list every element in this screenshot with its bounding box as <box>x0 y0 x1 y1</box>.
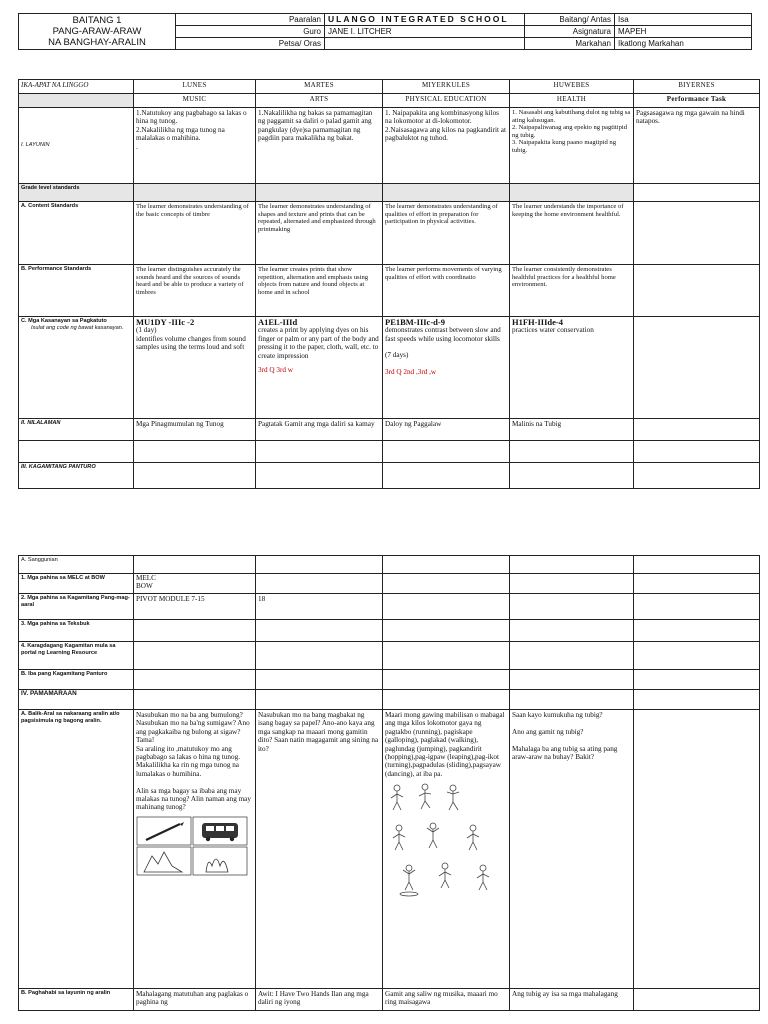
title-line-2: PANG-ARAW-ARAW <box>52 26 142 37</box>
day-biyernes: BIYERNES <box>634 80 760 94</box>
sanggunian-label: A. Sanggunian <box>19 556 134 574</box>
gabay-martes: 18 <box>256 594 383 620</box>
grade-level-label: Grade level standards <box>19 184 134 202</box>
paghahabi-label: B. Paghahabi sa layunin ng aralin <box>19 989 134 1011</box>
kasanayan-lunes-code: MU1DY -IIIc -2 <box>136 317 195 327</box>
performance-std-martes: The learner creates prints that show repetition, alternation and emphasis using objects from nature and found objects at home and in school <box>256 265 383 317</box>
balik-aral-miyerkules <box>383 710 510 989</box>
kasanayan-label: C. Mga Kasanayan sa Pagkatuto <box>21 318 107 324</box>
balik-aral-lunes <box>134 710 256 989</box>
kasanayan-note: Isulat ang code ng bawat kasanayan. <box>31 324 124 331</box>
content-std-miyerkules: The learner demonstrates understanding of qualities of effort in preparation for participation in physical activities. <box>383 202 510 265</box>
kasanayan-miyerkules <box>383 317 510 419</box>
guro-value: JANE I. LITCHER <box>325 26 525 38</box>
subject-lunes: MUSIC <box>134 94 256 108</box>
asignatura-value: MAPEH <box>615 26 752 38</box>
nilalaman-label: II. NILALAMAN <box>19 419 134 441</box>
layunin-martes: 1.Nakalilikha ng bakas sa pamamagitan ng paggamit sa daliri o palad gamit ang pangkulay (dye)sa pamamagitan ng pagdiin para makalikha ng bakat. <box>256 108 383 184</box>
kasanayan-martes-text: creates a print by applying dyes on his finger or palm or any part of the body and pressing it to the paper, cloth, wall, etc. to create impression <box>258 326 379 360</box>
markahan-label: Markahan <box>525 38 615 50</box>
kasanayan-huwebes <box>510 317 634 419</box>
balik-aral-martes: Nasubukan mo na bang magbakat ng isang bagay sa papel? Ano-ano kaya ang mga sangkap na maaari mong gamitin dito? Saan natin magagamit ang sining na ito? <box>256 710 383 989</box>
paaralan-value: ULANGO INTEGRATED SCHOOL <box>325 14 525 26</box>
content-std-huwebes: The learner understands the importance of keeping the home environment healthful. <box>510 202 634 265</box>
kagamitan-label: III. KAGAMITANG PANTURO <box>19 463 134 489</box>
content-std-label: A. Content Standards <box>19 202 134 265</box>
balik-aral-label: A. Balik-Aral sa nakaraang aralin at/o pagsisimula ng bagong aralin. <box>19 710 134 989</box>
paghahabi-miyerkules: Gamit ang saliw ng musika, maaari mo ring maisagawa <box>383 989 510 1011</box>
plan-title <box>19 14 176 50</box>
paghahabi-lunes: Mahalagang matutuhan ang paglakas o paghina ng <box>134 989 256 1011</box>
header-table <box>18 13 752 50</box>
nilalaman-lunes: Mga Pinagmumulan ng Tunog <box>134 419 256 441</box>
nilalaman-martes: Pagtatak Gamit ang mga daliri sa kamay <box>256 419 383 441</box>
kasanayan-martes-code: A1EL-IIId <box>258 317 298 327</box>
petsa-value <box>325 38 525 50</box>
kasanayan-martes <box>256 317 383 419</box>
melc-label: 1. Mga pahina sa MELC at BOW <box>19 574 134 594</box>
pamamaraan-label: IV. PAMAMARAAN <box>19 690 134 710</box>
day-miyerkules: MIYERKULES <box>383 80 510 94</box>
kasanayan-huwebes-code: H1FH-IIIde-4 <box>512 317 563 327</box>
day-lunes: LUNES <box>134 80 256 94</box>
subject-biyernes: Performance Task <box>634 94 760 108</box>
performance-std-label: B. Performance Standards <box>19 265 134 317</box>
layunin-miyerkules: 1. Naipapakita ang kombinasyong kilos na lokomotor at di-lokomotor. 2.Naisasagawa ang kilos na pagkandirit at pagbaluktot ng tuhod. <box>383 108 510 184</box>
kasanayan-miyerkules-quarter: 3rd Q 2nd ,3rd ,w <box>385 367 437 376</box>
kasanayan-lunes-text: identifies volume changes from sound samples using the terms loud and soft <box>136 334 246 352</box>
layunin-biyernes: Pagsasagawa ng mga gawain na hindi natapos. <box>634 108 760 184</box>
kasanayan-martes-quarter: 3rd Q 3rd w <box>258 366 293 375</box>
plan-table-resources <box>18 555 760 1011</box>
iba-pang-kagamitan-label: B. Iba pang Kagamitang Panturo <box>19 670 134 690</box>
kasanayan-miyerkules-days: (7 days) <box>385 351 409 360</box>
paghahabi-huwebes: Ang tubig ay isa sa mga mahalagang <box>510 989 634 1011</box>
title-line-3: NA BANGHAY-ARALIN <box>48 37 146 48</box>
kasanayan-label-cell <box>19 317 134 419</box>
kasanayan-lunes <box>134 317 256 419</box>
baitang-label: Baitang/ Antas <box>525 14 615 26</box>
paaralan-label: Paaralan <box>272 14 325 26</box>
gabay-lunes: PIVOT MODULE 7-15 <box>134 594 256 620</box>
balik-aral-miyerkules-text: Maari mong gawing mabilisan o mabagal ang mga kilos lokomotor gaya ng pagtakbo (running), pagiskape (galloping), paglakad (walking), paglundag (jumping), pagkandirit (hopping),pag-igpaw (leaping),pag-ikot (turning),pagpadulas (sliding),pagsayaw (dancing), at iba pa. <box>385 711 505 778</box>
balik-aral-huwebes: Saan kayo kumukuha ng tubig? Ano ang gamit ng tubig? Mahalaga ba ang tubig sa ating pang araw-araw na buhay? Bakit? <box>510 710 634 989</box>
asignatura-label: Asignatura <box>525 26 615 38</box>
gabay-label: 2. Mga pahina sa Kagamitang Pang-mag-aaral <box>19 594 134 620</box>
layunin-label: I. LAYUNIN <box>19 108 134 184</box>
sound-sources-illustration <box>136 816 248 876</box>
layunin-huwebes: 1. Nasasabi ang kabutihang dulot ng tubig sa ating kalusugan. 2. Naipapaliwanag ang epekto ng pagtitipid ng tubig. 3. Naipapakita kung paano magtipid ng tubig. <box>510 108 634 184</box>
kasanayan-miyerkules-code: PE1BM-IIIc-d-9 <box>385 317 445 327</box>
performance-std-lunes: The learner distinguishes accurately the sounds heard and the sources of sounds heard and be able to produce a variety of timbres <box>134 265 256 317</box>
kasanayan-miyerkules-text: demonstrates contrast between slow and fast speeds while using locomotor skills <box>385 326 501 343</box>
nilalaman-miyerkules: Daloy ng Paggalaw <box>383 419 510 441</box>
petsa-label: Petsa/ Oras <box>272 38 325 50</box>
title-line-1: BAITANG 1 <box>72 15 122 26</box>
melc-lunes: MELC BOW <box>134 574 256 594</box>
lr-portal-label: 4. Karagdagang Kagamitan mula sa portal ng Learning Resource <box>19 642 134 670</box>
day-martes: MARTES <box>256 80 383 94</box>
balik-aral-lunes-text: Nasubukan mo na ba ang bumulong? Nasubukan mo na ba'ng sumigaw? Ano ang pagkakaiba ng bulong at sigaw? Tama! Sa araling ito ,matutukoy mo ang pagbabago sa lakas o hina ng tunog. Makalilikha ka rin ng mga tunog na lumalakas o humihina. Alin sa mga bagay sa ibaba ang may malakas na tunog? Alin naman ang may mahinang tunog? <box>136 711 251 812</box>
nilalaman-huwebes: Malinis na Tubig <box>510 419 634 441</box>
layunin-lunes: 1.Natutukoy ang pagbabago sa lakas o hina ng tunog. 2.Nakalilikha ng mga tunog na malalakas o mahihina. . <box>134 108 256 184</box>
guro-label: Guro <box>272 26 325 38</box>
kasanayan-lunes-days: (1 day) <box>136 326 157 335</box>
teksbuk-label: 3. Mga pahina sa Teksbuk <box>19 620 134 642</box>
content-std-martes: The learner demonstrates understanding of shapes and texture and prints that can be repeated, alternated and emphasized through printmaking <box>256 202 383 265</box>
paghahabi-martes: Awit: I Have Two Hands Ilan ang mga daliri ng iyong <box>256 989 383 1011</box>
day-huwebes: HUWEBES <box>510 80 634 94</box>
locomotor-figures-illustration <box>385 782 503 900</box>
performance-std-huwebes: The learner consistently demonstrates healthful practices for a healthful home environment. <box>510 265 634 317</box>
subject-martes: ARTS <box>256 94 383 108</box>
kasanayan-huwebes-text: practices water conservation <box>512 326 594 335</box>
subject-miyerkules: PHYSICAL EDUCATION <box>383 94 510 108</box>
week-label: IKA-APAT NA LINGGO <box>19 80 134 94</box>
baitang-value: Isa <box>615 14 752 26</box>
markahan-value: Ikatlong Markahan <box>615 38 752 50</box>
content-std-lunes: The learner demonstrates understanding of the basic concepts of timbre <box>134 202 256 265</box>
subject-huwebes: HEALTH <box>510 94 634 108</box>
plan-table-main <box>18 79 760 489</box>
performance-std-miyerkules: The learner performs movements of varying qualities of effort with coordinatio <box>383 265 510 317</box>
